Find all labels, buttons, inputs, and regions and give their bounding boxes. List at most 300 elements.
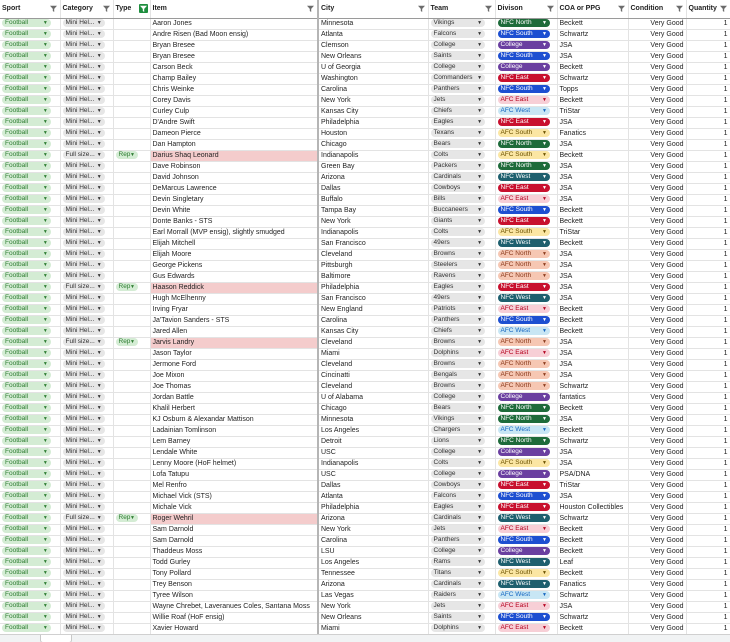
cell-team[interactable]: [428, 151, 495, 162]
cell-division[interactable]: [495, 294, 557, 305]
cell-city[interactable]: Philadelphia: [318, 118, 428, 129]
cell-city[interactable]: Arizona: [318, 580, 428, 591]
category-dropdown[interactable]: [63, 85, 105, 93]
division-dropdown[interactable]: [498, 393, 550, 401]
cell-item[interactable]: Lendale White: [150, 448, 318, 459]
cell-sport[interactable]: [0, 371, 60, 382]
cell-division[interactable]: [495, 74, 557, 85]
cell-coa[interactable]: JSA: [557, 602, 628, 613]
cell-division[interactable]: [495, 580, 557, 591]
cell-quantity[interactable]: 1: [686, 118, 730, 129]
cell-coa[interactable]: TriStar: [557, 481, 628, 492]
cell-category[interactable]: [60, 338, 113, 349]
cell-item[interactable]: Andre Risen (Bad Moon ensig): [150, 30, 318, 41]
cell-category[interactable]: [60, 426, 113, 437]
cell-division[interactable]: [495, 536, 557, 547]
cell-condition[interactable]: Very Good: [628, 349, 686, 360]
cell-sport[interactable]: [0, 239, 60, 250]
division-dropdown[interactable]: [498, 547, 550, 555]
cell-coa[interactable]: Beckett: [557, 151, 628, 162]
cell-division[interactable]: [495, 624, 557, 635]
cell-item[interactable]: Jermone Ford: [150, 360, 318, 371]
cell-category[interactable]: [60, 459, 113, 470]
category-dropdown[interactable]: [63, 382, 105, 390]
cell-condition[interactable]: Very Good: [628, 96, 686, 107]
division-dropdown[interactable]: [498, 470, 550, 478]
table-row[interactable]: [0, 514, 730, 525]
sport-dropdown[interactable]: [2, 283, 51, 291]
cell-sport[interactable]: [0, 41, 60, 52]
cell-sport[interactable]: [0, 327, 60, 338]
cell-item[interactable]: Joe Thomas: [150, 382, 318, 393]
cell-quantity[interactable]: 1: [686, 569, 730, 580]
cell-city[interactable]: U of Georgia: [318, 63, 428, 74]
cell-coa[interactable]: JSA: [557, 52, 628, 63]
sport-dropdown[interactable]: [2, 360, 51, 368]
cell-quantity[interactable]: 1: [686, 448, 730, 459]
sport-dropdown[interactable]: [2, 140, 51, 148]
cell-category[interactable]: [60, 481, 113, 492]
sport-dropdown[interactable]: [2, 580, 51, 588]
cell-sport[interactable]: [0, 382, 60, 393]
cell-city[interactable]: Indianapolis: [318, 459, 428, 470]
cell-condition[interactable]: Very Good: [628, 338, 686, 349]
team-dropdown[interactable]: [431, 580, 486, 588]
sport-dropdown[interactable]: [2, 206, 51, 214]
team-dropdown[interactable]: [431, 525, 486, 533]
cell-quantity[interactable]: 1: [686, 624, 730, 635]
cell-team[interactable]: [428, 591, 495, 602]
cell-type[interactable]: [113, 558, 150, 569]
category-dropdown[interactable]: [63, 569, 105, 577]
cell-coa[interactable]: Beckett: [557, 426, 628, 437]
division-dropdown[interactable]: [498, 569, 550, 577]
table-row[interactable]: [0, 228, 730, 239]
cell-type[interactable]: [113, 250, 150, 261]
cell-coa[interactable]: Schwartz: [557, 437, 628, 448]
cell-coa[interactable]: Beckett: [557, 217, 628, 228]
division-dropdown[interactable]: [498, 63, 550, 71]
cell-item[interactable]: Ladainian Tomlinson: [150, 426, 318, 437]
category-dropdown[interactable]: [63, 151, 105, 159]
cell-team[interactable]: [428, 514, 495, 525]
category-dropdown[interactable]: [63, 140, 105, 148]
division-dropdown[interactable]: [498, 448, 550, 456]
cell-type[interactable]: [113, 41, 150, 52]
cell-sport[interactable]: [0, 195, 60, 206]
category-dropdown[interactable]: [63, 602, 105, 610]
cell-quantity[interactable]: 1: [686, 404, 730, 415]
type-dropdown[interactable]: [116, 151, 138, 159]
sport-dropdown[interactable]: [2, 316, 51, 324]
cell-city[interactable]: Houston: [318, 129, 428, 140]
cell-quantity[interactable]: 1: [686, 184, 730, 195]
cell-item[interactable]: Champ Bailey: [150, 74, 318, 85]
team-dropdown[interactable]: [431, 272, 486, 280]
cell-type[interactable]: [113, 371, 150, 382]
cell-item[interactable]: Aaron Jones: [150, 19, 318, 30]
cell-condition[interactable]: Very Good: [628, 140, 686, 151]
sport-dropdown[interactable]: [2, 437, 51, 445]
category-dropdown[interactable]: [63, 360, 105, 368]
cell-sport[interactable]: [0, 591, 60, 602]
cell-type[interactable]: [113, 613, 150, 624]
cell-condition[interactable]: Very Good: [628, 393, 686, 404]
cell-coa[interactable]: Schwartz: [557, 514, 628, 525]
cell-type[interactable]: [113, 580, 150, 591]
table-row[interactable]: [0, 316, 730, 327]
cell-city[interactable]: New York: [318, 96, 428, 107]
cell-city[interactable]: New York: [318, 525, 428, 536]
division-dropdown[interactable]: [498, 217, 550, 225]
cell-division[interactable]: [495, 19, 557, 30]
team-dropdown[interactable]: [431, 459, 486, 467]
cell-category[interactable]: [60, 228, 113, 239]
cell-team[interactable]: [428, 404, 495, 415]
cell-team[interactable]: [428, 140, 495, 151]
cell-item[interactable]: George Pickens: [150, 261, 318, 272]
category-dropdown[interactable]: [63, 613, 105, 621]
cell-item[interactable]: Dave Robinson: [150, 162, 318, 173]
cell-coa[interactable]: fantatics: [557, 393, 628, 404]
team-dropdown[interactable]: [431, 613, 486, 621]
cell-quantity[interactable]: 1: [686, 140, 730, 151]
cell-quantity[interactable]: 1: [686, 371, 730, 382]
filter-icon[interactable]: [617, 4, 626, 13]
cell-division[interactable]: [495, 283, 557, 294]
sport-dropdown[interactable]: [2, 536, 51, 544]
cell-team[interactable]: [428, 481, 495, 492]
cell-sport[interactable]: [0, 360, 60, 371]
cell-category[interactable]: [60, 404, 113, 415]
division-dropdown[interactable]: [498, 613, 550, 621]
cell-team[interactable]: [428, 63, 495, 74]
filter-icon[interactable]: [484, 4, 493, 13]
table-row[interactable]: [0, 239, 730, 250]
cell-city[interactable]: Minnesota: [318, 19, 428, 30]
table-row[interactable]: [0, 305, 730, 316]
table-row[interactable]: [0, 261, 730, 272]
team-dropdown[interactable]: [431, 514, 486, 522]
sport-dropdown[interactable]: [2, 591, 51, 599]
cell-type[interactable]: [113, 481, 150, 492]
cell-category[interactable]: [60, 107, 113, 118]
cell-type[interactable]: [113, 525, 150, 536]
category-dropdown[interactable]: [63, 217, 105, 225]
cell-category[interactable]: [60, 624, 113, 635]
cell-coa[interactable]: JSA: [557, 349, 628, 360]
cell-condition[interactable]: Very Good: [628, 327, 686, 338]
division-dropdown[interactable]: [498, 536, 550, 544]
cell-category[interactable]: [60, 261, 113, 272]
cell-division[interactable]: [495, 206, 557, 217]
cell-quantity[interactable]: 1: [686, 217, 730, 228]
header-item[interactable]: [150, 0, 318, 19]
division-dropdown[interactable]: [498, 360, 550, 368]
cell-city[interactable]: Kansas City: [318, 327, 428, 338]
cell-category[interactable]: [60, 206, 113, 217]
cell-item[interactable]: Khalil Herbert: [150, 404, 318, 415]
cell-condition[interactable]: Very Good: [628, 580, 686, 591]
cell-division[interactable]: [495, 305, 557, 316]
cell-item[interactable]: Corey Davis: [150, 96, 318, 107]
category-dropdown[interactable]: [63, 547, 105, 555]
cell-city[interactable]: Green Bay: [318, 162, 428, 173]
cell-quantity[interactable]: 1: [686, 437, 730, 448]
cell-sport[interactable]: [0, 613, 60, 624]
cell-condition[interactable]: Very Good: [628, 547, 686, 558]
cell-coa[interactable]: Schwartz: [557, 613, 628, 624]
cell-category[interactable]: [60, 393, 113, 404]
filter-icon[interactable]: [49, 4, 58, 13]
table-row[interactable]: [0, 74, 730, 85]
cell-sport[interactable]: [0, 536, 60, 547]
cell-type[interactable]: [113, 448, 150, 459]
cell-division[interactable]: [495, 459, 557, 470]
team-dropdown[interactable]: [431, 503, 486, 511]
cell-division[interactable]: [495, 250, 557, 261]
cell-category[interactable]: [60, 360, 113, 371]
sport-dropdown[interactable]: [2, 74, 51, 82]
sport-dropdown[interactable]: [2, 63, 51, 71]
sport-dropdown[interactable]: [2, 30, 51, 38]
cell-team[interactable]: [428, 569, 495, 580]
team-dropdown[interactable]: [431, 195, 486, 203]
cell-condition[interactable]: Very Good: [628, 173, 686, 184]
sport-dropdown[interactable]: [2, 184, 51, 192]
division-dropdown[interactable]: [498, 481, 550, 489]
team-dropdown[interactable]: [431, 294, 486, 302]
team-dropdown[interactable]: [431, 151, 486, 159]
team-dropdown[interactable]: [431, 63, 486, 71]
sport-dropdown[interactable]: [2, 19, 51, 27]
cell-division[interactable]: [495, 547, 557, 558]
cell-item[interactable]: Thaddeus Moss: [150, 547, 318, 558]
table-row[interactable]: [0, 415, 730, 426]
cell-item[interactable]: Donte Banks - STS: [150, 217, 318, 228]
sport-dropdown[interactable]: [2, 448, 51, 456]
cell-sport[interactable]: [0, 470, 60, 481]
sport-dropdown[interactable]: [2, 261, 51, 269]
team-dropdown[interactable]: [431, 30, 486, 38]
cell-condition[interactable]: Very Good: [628, 239, 686, 250]
cell-team[interactable]: [428, 547, 495, 558]
cell-sport[interactable]: [0, 404, 60, 415]
cell-division[interactable]: [495, 228, 557, 239]
cell-category[interactable]: [60, 239, 113, 250]
cell-condition[interactable]: Very Good: [628, 294, 686, 305]
cell-category[interactable]: [60, 283, 113, 294]
table-row[interactable]: [0, 569, 730, 580]
cell-quantity[interactable]: 1: [686, 151, 730, 162]
cell-city[interactable]: Cleveland: [318, 360, 428, 371]
cell-condition[interactable]: Very Good: [628, 426, 686, 437]
cell-condition[interactable]: Very Good: [628, 184, 686, 195]
division-dropdown[interactable]: [498, 415, 550, 423]
table-row[interactable]: [0, 448, 730, 459]
cell-type[interactable]: [113, 569, 150, 580]
cell-type[interactable]: [113, 360, 150, 371]
cell-type[interactable]: [113, 195, 150, 206]
sport-dropdown[interactable]: [2, 107, 51, 115]
table-row[interactable]: [0, 459, 730, 470]
cell-category[interactable]: [60, 162, 113, 173]
cell-type[interactable]: [113, 52, 150, 63]
cell-division[interactable]: [495, 107, 557, 118]
table-row[interactable]: [0, 206, 730, 217]
cell-coa[interactable]: JSA: [557, 195, 628, 206]
cell-type[interactable]: [113, 85, 150, 96]
cell-quantity[interactable]: 1: [686, 580, 730, 591]
cell-quantity[interactable]: 1: [686, 503, 730, 514]
cell-team[interactable]: [428, 580, 495, 591]
cell-quantity[interactable]: 1: [686, 492, 730, 503]
filter-icon[interactable]: [546, 4, 555, 13]
category-dropdown[interactable]: [63, 283, 105, 291]
table-row[interactable]: [0, 140, 730, 151]
cell-item[interactable]: Darius Shaq Leonard: [150, 151, 318, 162]
cell-quantity[interactable]: 1: [686, 129, 730, 140]
cell-condition[interactable]: Very Good: [628, 624, 686, 635]
cell-condition[interactable]: Very Good: [628, 129, 686, 140]
cell-category[interactable]: [60, 580, 113, 591]
cell-condition[interactable]: Very Good: [628, 591, 686, 602]
cell-item[interactable]: D'Andre Swift: [150, 118, 318, 129]
cell-item[interactable]: Sam Darnold: [150, 525, 318, 536]
category-dropdown[interactable]: [63, 536, 105, 544]
cell-coa[interactable]: Beckett: [557, 316, 628, 327]
cell-team[interactable]: [428, 338, 495, 349]
category-dropdown[interactable]: [63, 206, 105, 214]
cell-quantity[interactable]: 1: [686, 195, 730, 206]
division-dropdown[interactable]: [498, 41, 550, 49]
cell-type[interactable]: [113, 74, 150, 85]
cell-quantity[interactable]: 1: [686, 30, 730, 41]
team-dropdown[interactable]: [431, 162, 486, 170]
sport-dropdown[interactable]: [2, 228, 51, 236]
cell-quantity[interactable]: 1: [686, 52, 730, 63]
category-dropdown[interactable]: [63, 448, 105, 456]
cell-condition[interactable]: Very Good: [628, 250, 686, 261]
cell-type[interactable]: [113, 503, 150, 514]
cell-division[interactable]: [495, 261, 557, 272]
division-dropdown[interactable]: [498, 228, 550, 236]
cell-coa[interactable]: JSA: [557, 492, 628, 503]
cell-condition[interactable]: Very Good: [628, 360, 686, 371]
category-dropdown[interactable]: [63, 63, 105, 71]
cell-quantity[interactable]: 1: [686, 305, 730, 316]
team-dropdown[interactable]: [431, 85, 486, 93]
division-dropdown[interactable]: [498, 239, 550, 247]
cell-team[interactable]: [428, 536, 495, 547]
table-row[interactable]: [0, 19, 730, 30]
cell-quantity[interactable]: 1: [686, 239, 730, 250]
cell-city[interactable]: Tennessee: [318, 569, 428, 580]
cell-city[interactable]: Philadelphia: [318, 283, 428, 294]
cell-category[interactable]: [60, 525, 113, 536]
cell-city[interactable]: New Orleans: [318, 613, 428, 624]
cell-condition[interactable]: Very Good: [628, 283, 686, 294]
cell-division[interactable]: [495, 426, 557, 437]
cell-team[interactable]: [428, 459, 495, 470]
category-dropdown[interactable]: [63, 481, 105, 489]
division-dropdown[interactable]: [498, 558, 550, 566]
cell-item[interactable]: Gus Edwards: [150, 272, 318, 283]
cell-item[interactable]: Dan Hampton: [150, 140, 318, 151]
cell-team[interactable]: [428, 129, 495, 140]
cell-category[interactable]: [60, 19, 113, 30]
cell-division[interactable]: [495, 162, 557, 173]
division-dropdown[interactable]: [498, 184, 550, 192]
cell-item[interactable]: Todd Gurley: [150, 558, 318, 569]
cell-quantity[interactable]: 1: [686, 536, 730, 547]
table-row[interactable]: [0, 283, 730, 294]
cell-coa[interactable]: JSA: [557, 294, 628, 305]
category-dropdown[interactable]: [63, 74, 105, 82]
cell-sport[interactable]: [0, 448, 60, 459]
category-dropdown[interactable]: [63, 580, 105, 588]
table-row[interactable]: [0, 118, 730, 129]
sport-dropdown[interactable]: [2, 217, 51, 225]
cell-type[interactable]: [113, 437, 150, 448]
cell-quantity[interactable]: 1: [686, 547, 730, 558]
sport-dropdown[interactable]: [2, 151, 51, 159]
category-dropdown[interactable]: [63, 19, 105, 27]
cell-division[interactable]: [495, 613, 557, 624]
cell-team[interactable]: [428, 448, 495, 459]
division-dropdown[interactable]: [498, 305, 550, 313]
cell-sport[interactable]: [0, 206, 60, 217]
cell-coa[interactable]: Beckett: [557, 624, 628, 635]
cell-division[interactable]: [495, 349, 557, 360]
cell-sport[interactable]: [0, 162, 60, 173]
sport-dropdown[interactable]: [2, 129, 51, 137]
cell-coa[interactable]: Schwartz: [557, 382, 628, 393]
cell-sport[interactable]: [0, 250, 60, 261]
sport-dropdown[interactable]: [2, 327, 51, 335]
cell-type[interactable]: [113, 624, 150, 635]
table-row[interactable]: [0, 580, 730, 591]
cell-division[interactable]: [495, 173, 557, 184]
division-dropdown[interactable]: [498, 272, 550, 280]
cell-category[interactable]: [60, 118, 113, 129]
category-dropdown[interactable]: [63, 118, 105, 126]
sport-dropdown[interactable]: [2, 613, 51, 621]
cell-item[interactable]: Hugh McElhenny: [150, 294, 318, 305]
team-dropdown[interactable]: [431, 393, 486, 401]
cell-type[interactable]: [113, 305, 150, 316]
table-row[interactable]: [0, 393, 730, 404]
cell-coa[interactable]: Fanatics: [557, 580, 628, 591]
cell-condition[interactable]: Very Good: [628, 503, 686, 514]
type-dropdown[interactable]: [116, 283, 138, 291]
sport-dropdown[interactable]: [2, 459, 51, 467]
cell-coa[interactable]: TriStar: [557, 107, 628, 118]
cell-category[interactable]: [60, 470, 113, 481]
cell-category[interactable]: [60, 316, 113, 327]
table-row[interactable]: [0, 382, 730, 393]
cell-item[interactable]: Devin White: [150, 206, 318, 217]
sheet-tab[interactable]: [40, 635, 72, 642]
table-row[interactable]: [0, 558, 730, 569]
cell-quantity[interactable]: 1: [686, 470, 730, 481]
table-row[interactable]: [0, 96, 730, 107]
table-row[interactable]: [0, 151, 730, 162]
sport-dropdown[interactable]: [2, 250, 51, 258]
cell-category[interactable]: [60, 217, 113, 228]
cell-quantity[interactable]: 1: [686, 558, 730, 569]
category-dropdown[interactable]: [63, 470, 105, 478]
